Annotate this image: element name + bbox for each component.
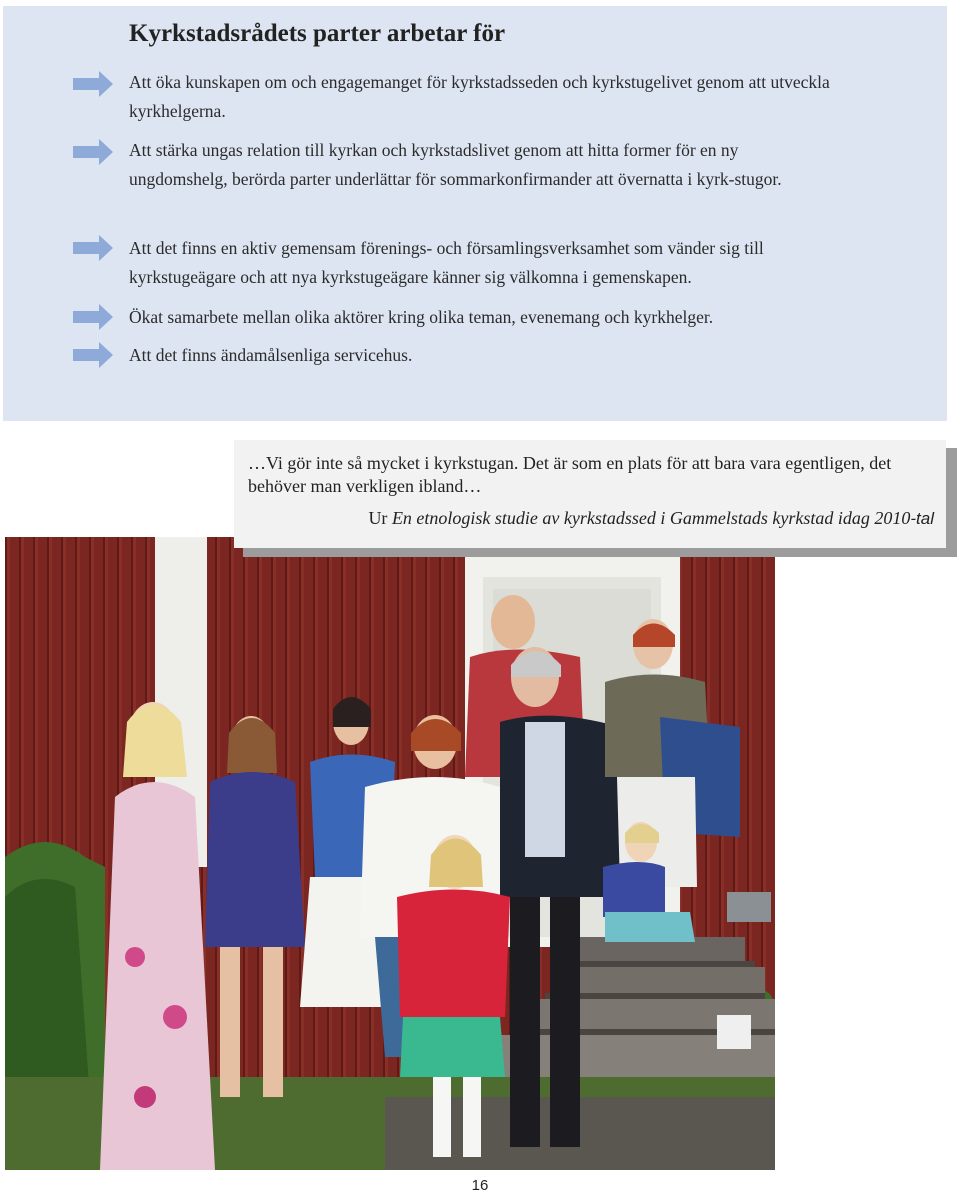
group-photo-illustration [5,537,775,1170]
right-arrow-icon [73,235,113,261]
goal-text: Ökat samarbete mellan olika aktörer kring olika teman, evenemang och kyrkhelger. [129,307,714,327]
quote-source [368,508,934,529]
goal-text: Att det finns ändamålsenliga servicehus. [129,345,413,365]
goal-text: Att öka kunskapen om och engagemanget för kyrkstadsseden och kyrkstugelivet genom att utveckla kyrkhelgerna. [129,72,830,121]
right-arrow-icon [73,342,113,368]
right-arrow-icon [73,304,113,330]
goals-panel [3,6,947,421]
right-arrow-icon [73,139,113,165]
quote-source-title: En etnologisk studie av kyrkstadssed i Gammelstads kyrkstad idag 2010 [391,508,911,528]
goal-text: Att det finns en aktiv gemensam förenings- och församlingsverksamhet som vänder sig till kyrkstugeägare och att nya kyrkstugeägare känner sig välkomna i gemenskapen. [129,238,764,287]
group-photo [5,537,775,1170]
goals-title: Kyrkstadsrådets parter arbetar för [129,20,506,47]
quote-source-suffix: -tal [910,509,934,528]
right-arrow-icon [73,71,113,97]
quote-box [234,440,946,548]
quote-text: …Vi gör inte så mycket i kyrkstugan. Det är som en plats för att bara vara egentligen, det behöver man verkligen ibland… [248,453,892,496]
page-number: 16 [471,1177,489,1194]
goal-text: Att stärka ungas relation till kyrkan och kyrkstadslivet genom att hitta former för en ny ungdomshelg, berörda parter underlättar för sommarkonfirmander att övernatta i kyrk-stugor. [129,140,782,189]
quote-source-prefix: Ur [368,508,392,528]
